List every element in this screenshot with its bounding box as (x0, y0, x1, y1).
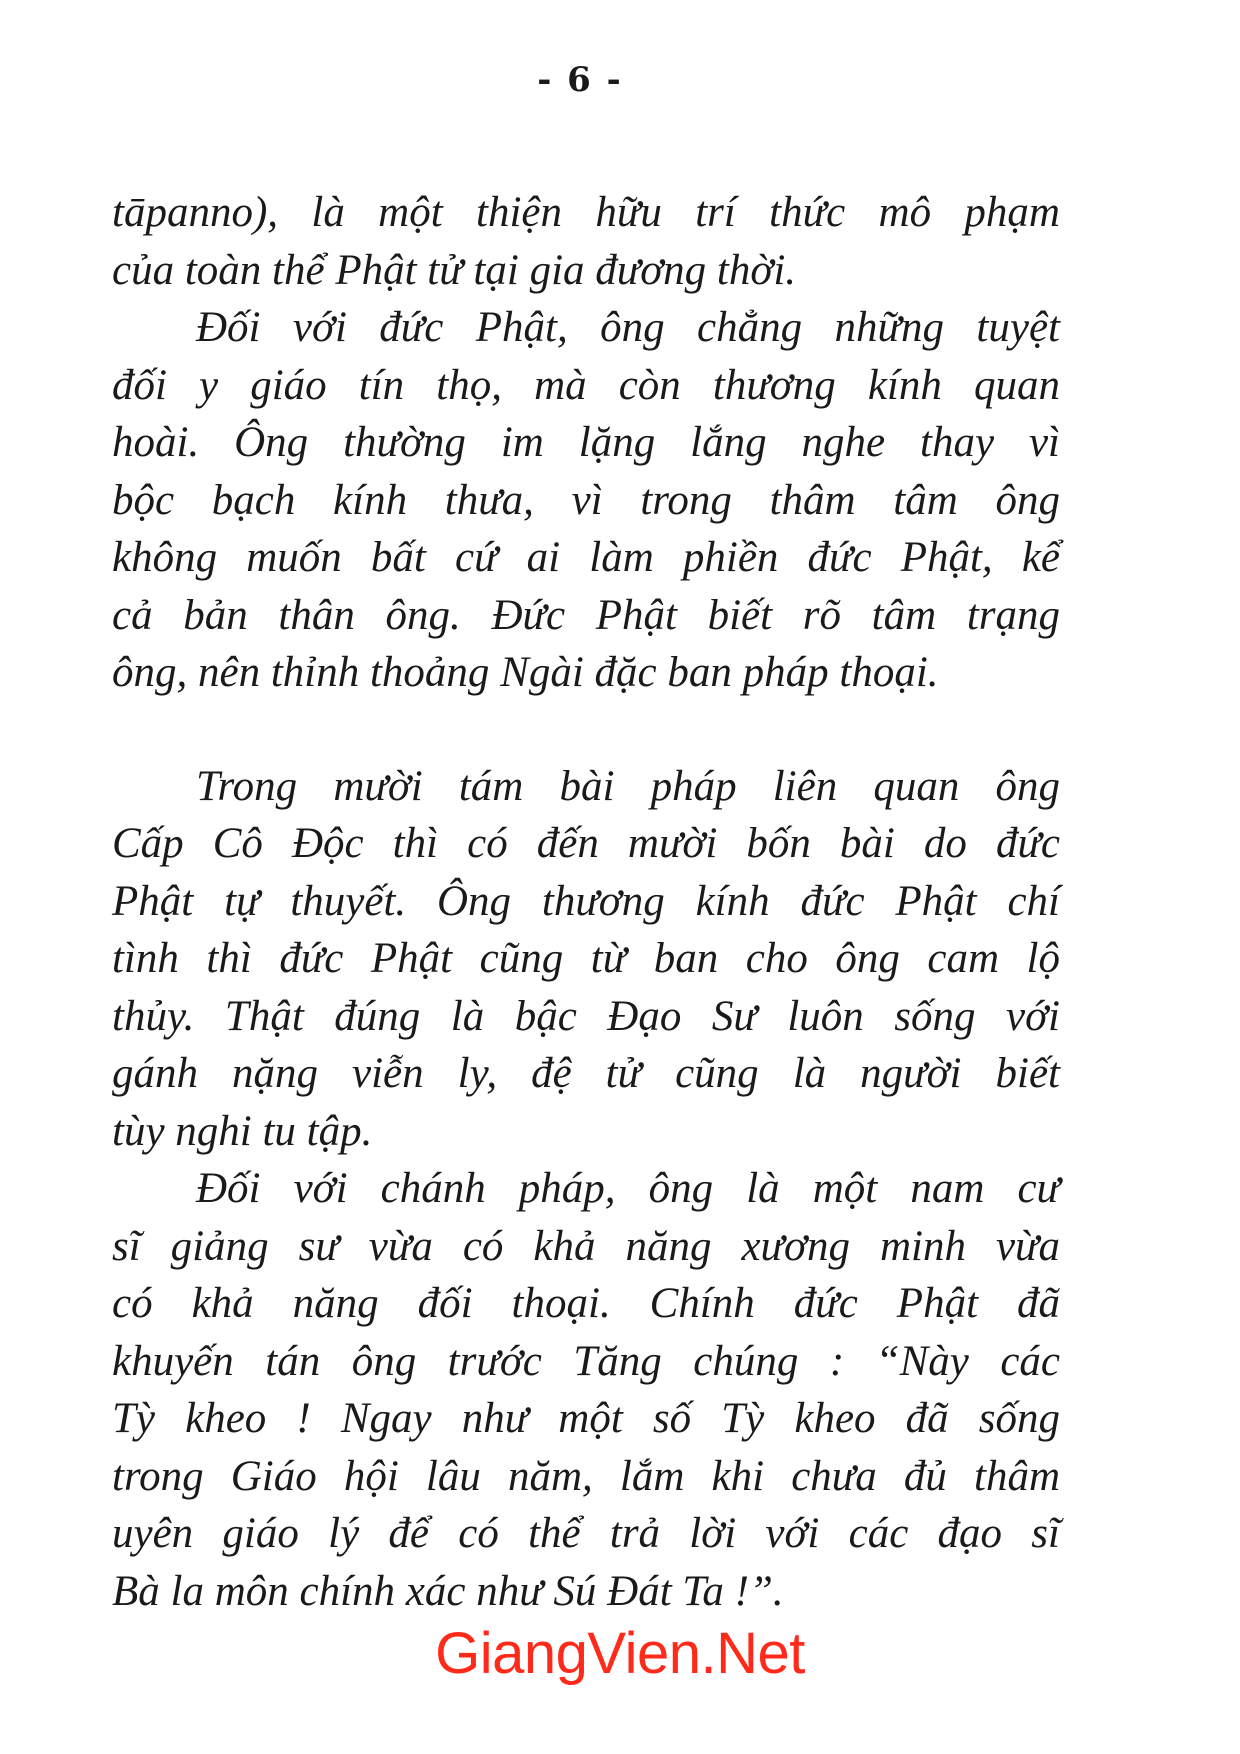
body-text (112, 184, 1060, 1620)
text-line: trong Giáo hội lâu năm, lắm khi chưa đủ thâm (112, 1452, 1060, 1500)
text-line: Phật tự thuyết. Ông thương kính đức Phật chí (112, 877, 1060, 925)
text-line: thủy. Thật đúng là bậc Đạo Sư luôn sống với (112, 992, 1060, 1040)
text-line: Tỳ kheo ! Ngay như một số Tỳ kheo đã sống (112, 1395, 1060, 1442)
text-line: khuyến tán ông trước Tăng chúng : “Này các (112, 1337, 1060, 1385)
text-line: gánh nặng viễn ly, đệ tử cũng là người biết (112, 1050, 1060, 1097)
paragraph-2 (112, 299, 1060, 702)
paragraph-4 (112, 1160, 1060, 1620)
paragraph-3 (112, 758, 1060, 1161)
text-line: tāpanno), là một thiện hữu trí thức mô phạm (112, 189, 1060, 236)
paragraph-1 (112, 184, 1060, 299)
text-line: không muốn bất cứ ai làm phiền đức Phật, kể (112, 534, 1060, 581)
page-number: - 6 - (537, 60, 623, 100)
text-line: ông, nên thỉnh thoảng Ngài đặc ban pháp thoại. (112, 649, 939, 696)
text-line: Đối với chánh pháp, ông là một nam cư (196, 1165, 1060, 1212)
text-line: tùy nghi tu tập. (112, 1107, 373, 1155)
text-line: Cấp Cô Độc thì có đến mười bốn bài do đức (112, 820, 1060, 867)
text-line: bộc bạch kính thưa, vì trong thâm tâm ông (112, 476, 1060, 524)
watermark-text: GiangVien.Net (435, 1621, 805, 1686)
text-line: của toàn thể Phật tử tại gia đương thời. (112, 246, 797, 294)
text-line: uyên giáo lý để có thể trả lời với các đạo sĩ (112, 1510, 1060, 1557)
text-line: Trong mười tám bài pháp liên quan ông (196, 762, 1060, 810)
text-line: có khả năng đối thoại. Chính đức Phật đã (112, 1280, 1060, 1327)
text-line: Bà la môn chính xác như Sú Đát Ta !”. (112, 1567, 784, 1615)
text-line: hoài. Ông thường im lặng lắng nghe thay vì (112, 419, 1060, 466)
text-line: tình thì đức Phật cũng từ ban cho ông cam lộ (112, 935, 1060, 982)
text-line: sĩ giảng sư vừa có khả năng xương minh vừa (112, 1222, 1060, 1270)
text-line: cả bản thân ông. Đức Phật biết rõ tâm trạng (112, 591, 1060, 639)
text-line: Đối với đức Phật, ông chẳng những tuyệt (196, 304, 1060, 351)
text-line: đối y giáo tín thọ, mà còn thương kính quan (112, 361, 1060, 409)
